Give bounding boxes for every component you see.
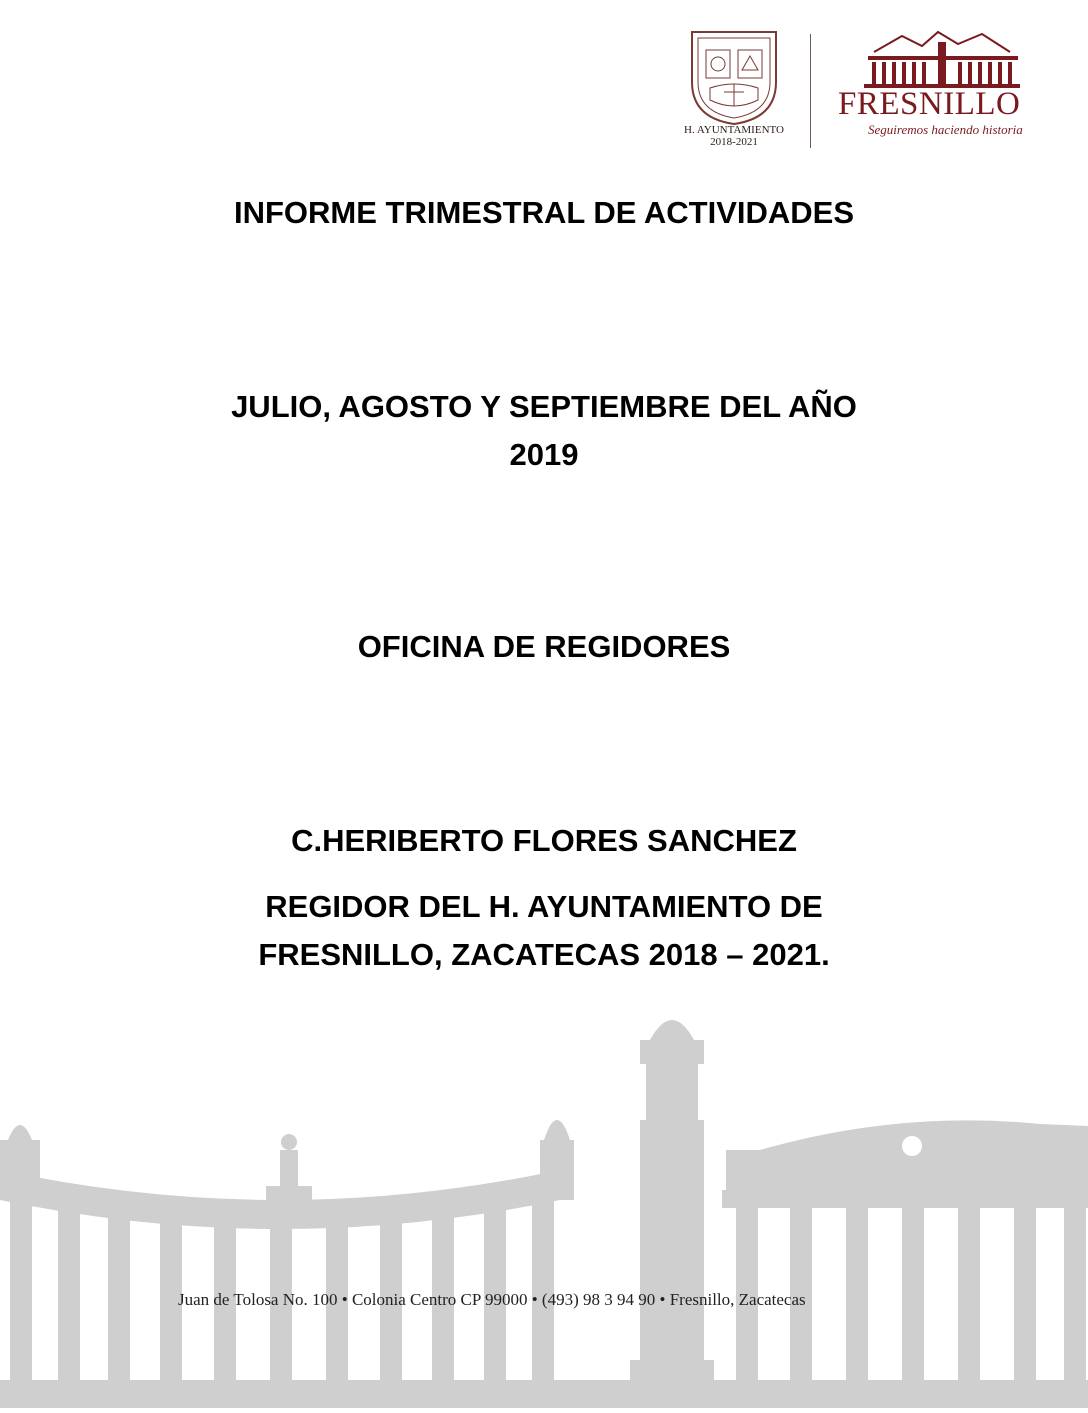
report-title: INFORME TRIMESTRAL DE ACTIVIDADES xyxy=(233,195,854,230)
person-name: C.HERIBERTO FLORES SANCHEZ xyxy=(291,823,797,858)
office-name: OFICINA DE REGIDORES xyxy=(357,629,731,664)
position-line-1: REGIDOR DEL H. AYUNTAMIENTO DE xyxy=(265,889,823,924)
logo-divider xyxy=(810,34,811,148)
city-skyline-watermark xyxy=(0,1000,1088,1408)
brand-name: FRESNILLO xyxy=(838,86,1021,122)
seal-caption xyxy=(670,124,798,148)
period-line-2: 2019 xyxy=(509,437,579,472)
position-line-2: FRESNILLO, ZACATECAS 2018 – 2021. xyxy=(258,937,830,972)
period-line-1: JULIO, AGOSTO Y SEPTIEMBRE DEL AÑO xyxy=(231,389,857,424)
seal-caption-line1: H. AYUNTAMIENTO xyxy=(684,124,784,136)
seal-caption-line2: 2018-2021 xyxy=(710,136,758,148)
footer-address: Juan de Tolosa No. 100 • Colonia Centro CP 99000 • (493) 98 3 94 90 • Fresnillo, Zacatecas xyxy=(178,1290,806,1309)
brand-slogan: Seguiremos haciendo historia xyxy=(868,122,1023,137)
